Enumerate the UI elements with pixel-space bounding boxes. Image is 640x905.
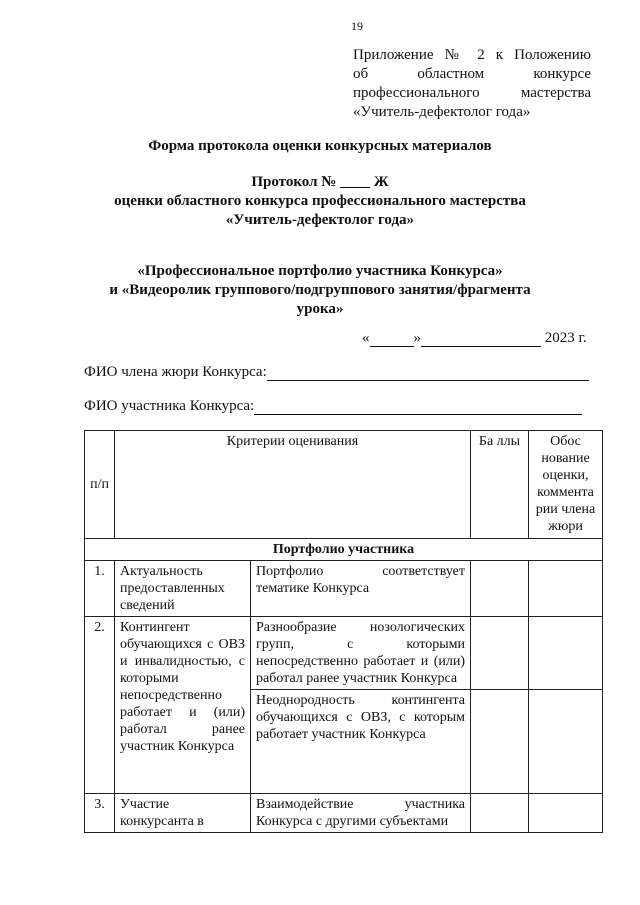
portfolio-title-line: и «Видеоролик группового/подгруппового занятия/фрагмента [109, 282, 531, 298]
fio-jury-row [84, 364, 589, 381]
page-number: 19 [351, 19, 363, 33]
protocol-subtitle: оценки областного конкурса профессионального мастерства [114, 193, 526, 209]
indicator-cell: Взаимодействие участника Конкурса с другими субъектами [251, 794, 471, 833]
protocol-heading [0, 173, 640, 230]
fio-jury-label: ФИО члена жюри Конкурса: [84, 364, 267, 380]
table-row [85, 561, 603, 617]
score-cell[interactable] [471, 794, 529, 833]
appendix-line: Приложение № 2 к Положению [353, 47, 591, 63]
row-number: 3. [85, 794, 115, 833]
header-justification: Обос нование оценки, коммента рии члена жюри [529, 431, 603, 539]
fio-participant-label: ФИО участника Конкурса: [84, 398, 255, 414]
date-close-quote: » [413, 330, 421, 346]
appendix-line: «Учитель-дефектолог года» [353, 104, 531, 120]
indicator-cell: Неоднородность контингента обучающихся с ОВЗ, с которым работает участник Конкурса [251, 690, 471, 794]
month-blank[interactable] [421, 333, 541, 347]
justification-cell[interactable] [529, 794, 603, 833]
table-header-row [85, 431, 603, 539]
criterion-cell: Участие конкурсанта в [115, 794, 251, 833]
section-portfolio: Портфолио участника [85, 539, 603, 561]
table-row [85, 794, 603, 833]
justification-cell[interactable] [529, 617, 603, 690]
appendix-note [353, 46, 591, 122]
portfolio-heading [0, 262, 640, 319]
row-number: 1. [85, 561, 115, 617]
header-criteria: Критерии оценивания [115, 431, 471, 539]
indicator-cell: Портфолио соответствует тематике Конкурса [251, 561, 471, 617]
date-year: 2023 г. [544, 330, 587, 346]
appendix-line: профессионального мастерства [353, 85, 591, 101]
fio-participant-field[interactable] [254, 400, 582, 415]
criteria-table [84, 430, 603, 833]
criterion-cell: Контингент обучающихся с ОВЗ и инвалидностью, с которыми непосредственно работает и (или) работал ранее участник Конкурса [115, 617, 251, 794]
row-number: 2. [85, 617, 115, 794]
score-cell[interactable] [471, 617, 529, 690]
score-cell[interactable] [471, 561, 529, 617]
fio-participant-row [84, 398, 582, 415]
criterion-cell: Актуальность предоставленных сведений [115, 561, 251, 617]
date-open-quote: « [362, 330, 370, 346]
fio-jury-field[interactable] [267, 366, 589, 381]
header-num: п/п [85, 431, 115, 539]
section-row [85, 539, 603, 561]
protocol-contest-name: «Учитель-дефектолог года» [225, 212, 415, 228]
protocol-number-line: Протокол № ____ Ж [251, 174, 389, 190]
portfolio-title-line: «Профессиональное портфолио участника Конкурса» [137, 263, 503, 279]
score-cell[interactable] [471, 690, 529, 794]
justification-cell[interactable] [529, 690, 603, 794]
justification-cell[interactable] [529, 561, 603, 617]
date-line [362, 330, 587, 347]
appendix-line: об областном конкурсе [353, 66, 591, 82]
form-title: Форма протокола оценки конкурсных материалов [148, 138, 492, 154]
table-row [85, 617, 603, 690]
portfolio-title-line: урока» [296, 301, 344, 317]
day-blank[interactable] [370, 333, 414, 347]
header-score: Ба ллы [471, 431, 529, 539]
indicator-cell: Разнообразие нозологических групп, с которыми непосредственно работает и (или) работал ранее участник Конкурса [251, 617, 471, 690]
